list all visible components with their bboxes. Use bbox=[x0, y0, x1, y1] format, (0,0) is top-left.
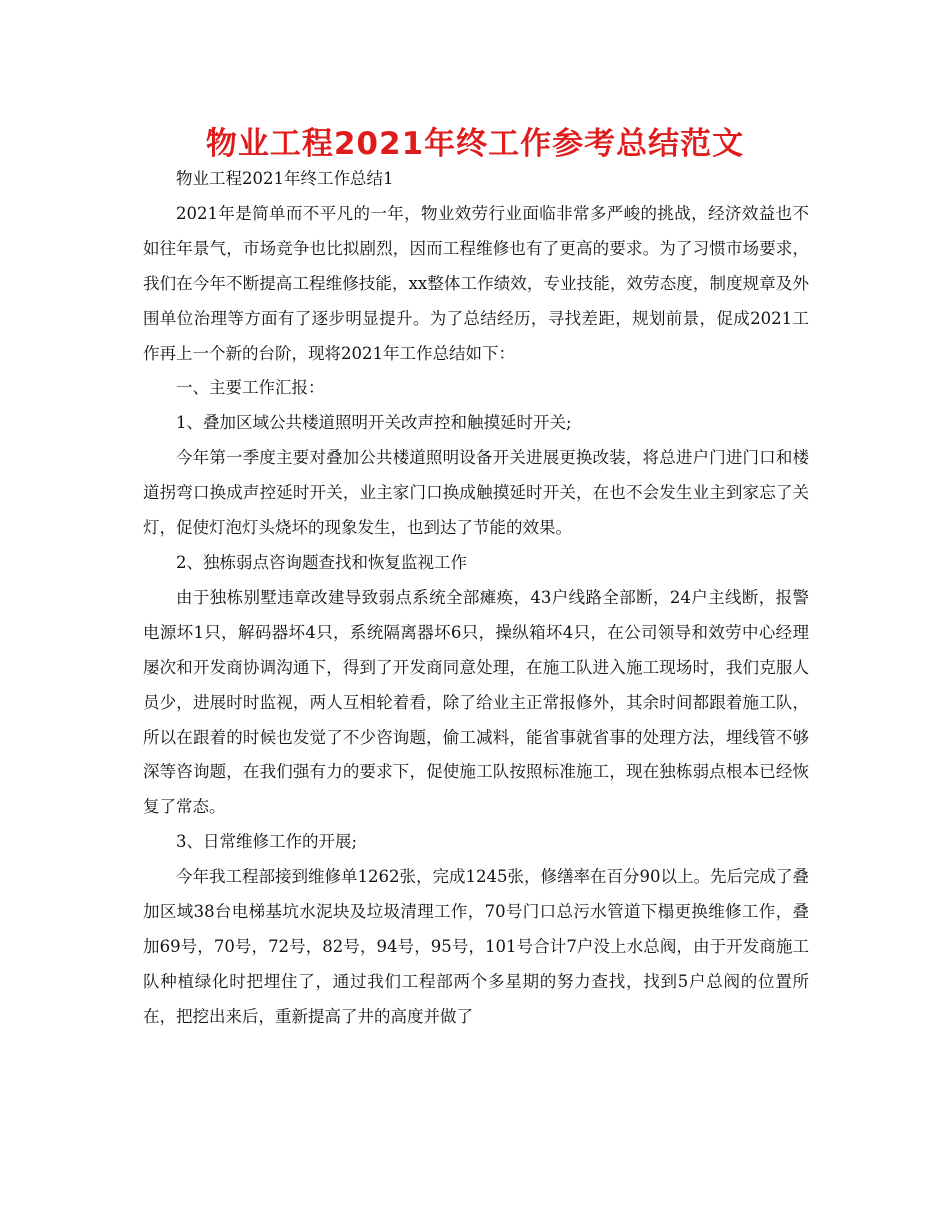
section-heading: 物业工程2021年终工作总结1 bbox=[176, 169, 394, 188]
body-paragraph: 今年我工程部接到维修单1262张，完成1245张，修缮率在百分90以上。先后完成了叠加区域38台电梯基坑水泥块及垃圾清理工作，70号门口总污水管道下榻更换维修工作，叠加69号，70号，72号，82号，94号，95号，101号合计7户没上水总阀，由于开发商施工队种植绿化时把埋住了，通过我们工程部两个多星期的努力查找，找到5户总阀的位置所在，把挖出来后，重新提高了井的高度并做了 bbox=[143, 867, 809, 1026]
subsection-heading: 1、叠加区域公共楼道照明开关改声控和触摸延时开关; bbox=[176, 413, 572, 433]
section-heading: 一、主要工作汇报： bbox=[176, 378, 325, 398]
body-paragraph: 2021年是简单而不平凡的一年，物业效劳行业面临非常多严峻的挑战，经济效益也不如往年景气，市场竞争也比拟剧烈，因而工程维修也有了更高的要求。为了习惯市场要求，我们在今年不断提高工程维修技能，xx整体工作绩效，专业技能，效劳态度，制度规章及外围单位治理等方面有了逐步明显提升。为了总结经历，寻找差距，规划前景，促成2021工作再上一个新的台阶，现将2021年工作总结如下： bbox=[143, 203, 809, 363]
document-title: 物业工程2021年终工作参考总结范文 bbox=[205, 126, 745, 162]
document-body bbox=[143, 162, 809, 1035]
subsection-heading: 2、独栋弱点咨询题查找和恢复监视工作 bbox=[176, 552, 467, 572]
subsection-heading: 3、日常维修工作的开展; bbox=[176, 832, 358, 852]
body-paragraph: 由于独栋别墅违章改建导致弱点系统全部瘫痪，43户线路全部断，24户主线断，报警电源坏1只，解码器坏4只，系统隔离器坏6只，操纵箱坏4只，在公司领导和效劳中心经理屡次和开发商协调沟通下，得到了开发商同意处理，在施工队进入施工现场时，我们克服人员少，进展时时监视，两人互相轮着看，除了给业主正常报修外，其余时间都跟着施工队，所以在跟着的时候也发觉了不少咨询题，偷工减料，能省事就省事的处理方法，埋线管不够深等咨询题，在我们强有力的要求下，促使施工队按照标准施工，现在独栋弱点根本已经恢复了常态。 bbox=[143, 587, 809, 817]
body-paragraph: 今年第一季度主要对叠加公共楼道照明设备开关进展更换改装，将总进户门进门口和楼道拐弯口换成声控延时开关，业主家门口换成触摸延时开关，在也不会发生业主到家忘了关灯，促使灯泡灯头烧坏的现象发生，也到达了节能的效果。 bbox=[143, 448, 809, 538]
